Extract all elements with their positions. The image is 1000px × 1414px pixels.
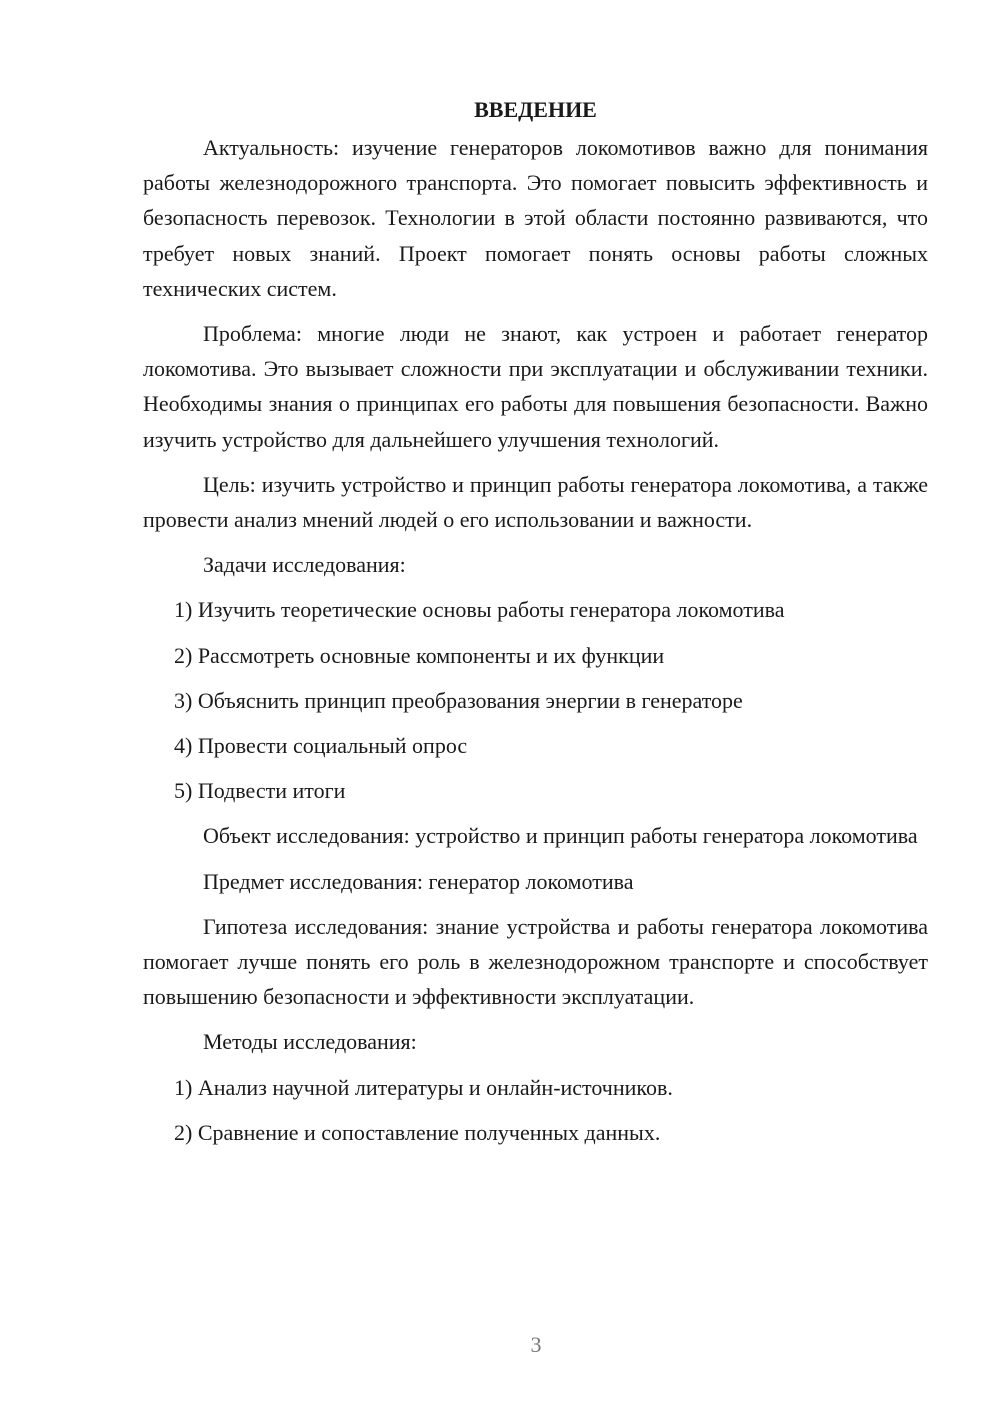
relevance-paragraph: Актуальность: изучение генераторов локомотивов важно для понимания работы железнодорожного транспорта. Это помогает повысить эффективность и безопасность перевозок. Технологии в этой области постоянно развиваются, что требует новых знаний. Проект помогает понять основы работы сложных технических систем. bbox=[143, 135, 928, 301]
page-number: 3 bbox=[530, 1332, 542, 1357]
section-title: ВВЕДЕНИЕ bbox=[474, 97, 597, 122]
goal-paragraph: Цель: изучить устройство и принцип работы генератора локомотива, а также провести анализ мнений людей о его использовании и важности. bbox=[143, 471, 928, 533]
problem-paragraph: Проблема: многие люди не знают, как устроен и работает генератор локомотива. Это вызывает сложности при эксплуатации и обслуживании техники. Необходимы знания о принципах его работы для повышения безопасности. Важно изучить устройство для дальнейшего улучшения технологий. bbox=[143, 321, 928, 452]
task-item: 4) Провести социальный опрос bbox=[174, 733, 468, 759]
method-item: 2) Сравнение и сопоставление полученных данных. bbox=[174, 1119, 661, 1145]
tasks-list bbox=[143, 592, 928, 808]
methods-list bbox=[143, 1070, 928, 1150]
document-page bbox=[143, 92, 928, 1160]
method-item: 1) Анализ научной литературы и онлайн-источников. bbox=[174, 1074, 673, 1100]
hypothesis-paragraph: Гипотеза исследования: знание устройства и работы генератора локомотива помогает лучше понять его роль в железнодорожном транспорте и способствует повышению безопасности и эффективности эксплуатации. bbox=[143, 913, 928, 1010]
task-item: 2) Рассмотреть основные компоненты и их функции bbox=[174, 642, 665, 668]
task-item: 5) Подвести итоги bbox=[174, 778, 346, 804]
task-item: 1) Изучить теоретические основы работы генератора локомотива bbox=[174, 597, 785, 623]
object-paragraph: Объект исследования: устройство и принцип работы генератора локомотива bbox=[203, 823, 918, 849]
tasks-heading: Задачи исследования: bbox=[203, 552, 406, 578]
task-item: 3) Объяснить принцип преобразования энергии в генераторе bbox=[174, 687, 743, 713]
methods-heading: Методы исследования: bbox=[203, 1029, 417, 1055]
subject-paragraph: Предмет исследования: генератор локомотива bbox=[203, 868, 634, 894]
